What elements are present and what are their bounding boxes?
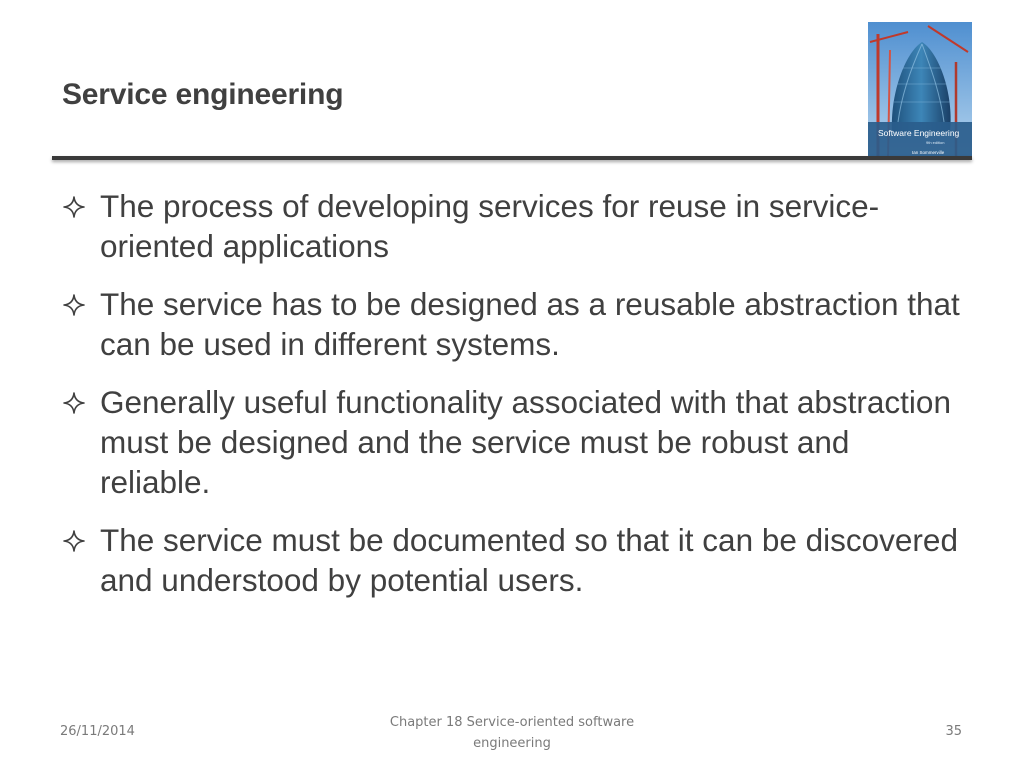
bullet-text: The service must be documented so that it can be discovered and understood by potential users. xyxy=(100,522,958,598)
title-divider xyxy=(52,156,972,160)
bullet-text: The service has to be designed as a reusable abstraction that can be used in different systems. xyxy=(100,286,960,362)
bullet-item xyxy=(62,284,962,364)
four-point-star-icon xyxy=(62,529,86,553)
bullet-item xyxy=(62,382,962,502)
four-point-star-icon xyxy=(62,195,86,219)
slide-title: Service engineering xyxy=(62,78,344,111)
four-point-star-icon xyxy=(62,293,86,317)
book-cover-image xyxy=(868,22,972,160)
page-number: 35 xyxy=(945,724,962,739)
footer-date: 26/11/2014 xyxy=(60,724,135,739)
cover-author: Ian Sommerville xyxy=(912,150,945,155)
cover-title: Software Engineering xyxy=(878,128,960,138)
cover-edition: 9th edition xyxy=(926,140,945,145)
bullet-item xyxy=(62,520,962,600)
footer-chapter: Chapter 18 Service-oriented software engineering xyxy=(389,715,635,751)
bullet-item xyxy=(62,186,962,266)
bullet-text: Generally useful functionality associated with that abstraction must be designed and the service must be robust and reliable. xyxy=(100,384,951,500)
four-point-star-icon xyxy=(62,391,86,415)
bullet-text: The process of developing services for reuse in service-oriented applications xyxy=(100,188,880,264)
bullet-list xyxy=(62,186,962,618)
